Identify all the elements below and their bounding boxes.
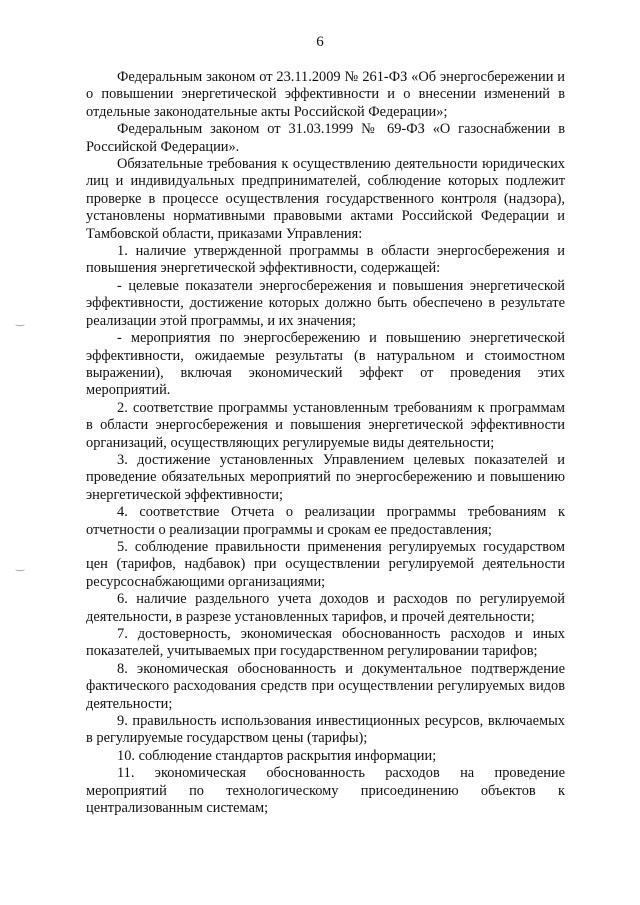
paragraph-requirements-intro: Обязательные требования к осуществлению деятельности юридических лиц и индивидуальных предпринимателей, соблюдение которых подлежит проверке в процессе осуществления государственного контроля (надзора), установлены нормативными правовыми актами Российской Федерации и Тамбовской области, приказами Управления: <box>86 156 565 242</box>
margin-mark: ‿ <box>16 316 25 327</box>
list-item-6: 6. наличие раздельного учета доходов и расходов по регулируемой деятельности, в разрезе установленных тарифов, и прочей деятельности; <box>86 591 565 625</box>
paragraph-law-69: Федеральным законом от 31.03.1999 № 69-ФЗ «О газоснабжении в Российской Федерации». <box>86 121 565 155</box>
list-item-4: 4. соответствие Отчета о реализации программы требованиям к отчетности о реализации программы и срокам ее предоставления; <box>86 504 565 538</box>
list-item-9: 9. правильность использования инвестиционных ресурсов, включаемых в регулируемые государством цены (тарифы); <box>86 713 565 747</box>
page-number: 6 <box>316 34 324 50</box>
list-item-7: 7. достоверность, экономическая обоснованность расходов и иных показателей, учитываемых при государственном регулировании тарифов; <box>86 626 565 660</box>
list-item-8: 8. экономическая обоснованность и документальное подтверждение фактического расходования средств при осуществлении регулируемых видов деятельности; <box>86 660 565 712</box>
list-subitem-measures: - мероприятия по энергосбережению и повышению энергетической эффективности, ожидаемые результаты (в натуральном и стоимостном выражении), включая экономический эффект от проведения этих мероприятий. <box>86 330 565 399</box>
document-body <box>86 69 565 817</box>
list-item-5: 5. соблюдение правильности применения регулируемых государством цен (тарифов, надбавок) при осуществлении регулируемой деятельности ресурсоснабжающими организациями; <box>86 538 565 590</box>
list-item-10: 10. соблюдение стандартов раскрытия информации; <box>117 747 437 764</box>
list-item-11: 11. экономическая обоснованность расходов на проведение мероприятий по технологическому присоединению объектов к централизованным системам; <box>86 765 565 817</box>
paragraph-law-261: Федеральным законом от 23.11.2009 № 261-ФЗ «Об энергосбережении и о повышении энергетической эффективности и о внесении изменений в отдельные законодательные акты Российской Федерации»; <box>86 69 565 120</box>
margin-mark: ‿ <box>16 561 25 572</box>
list-item-3: 3. достижение установленных Управлением целевых показателей и проведение обязательных мероприятий по энергосбережению и повышению энергетической эффективности; <box>86 451 565 503</box>
list-subitem-targets: - целевые показатели энергосбережения и повышения энергетической эффективности, достижение которых должно быть обеспечено в результате реализации этой программы, и их значения; <box>86 277 565 329</box>
list-item-1: 1. наличие утвержденной программы в области энергосбережения и повышения энергетической эффективности, содержащей: <box>86 243 565 277</box>
list-item-2: 2. соответствие программы установленным требованиям к программам в области энергосбережения и повышения энергетической эффективности организаций, осуществляющих регулируемые виды деятельности; <box>86 399 565 451</box>
